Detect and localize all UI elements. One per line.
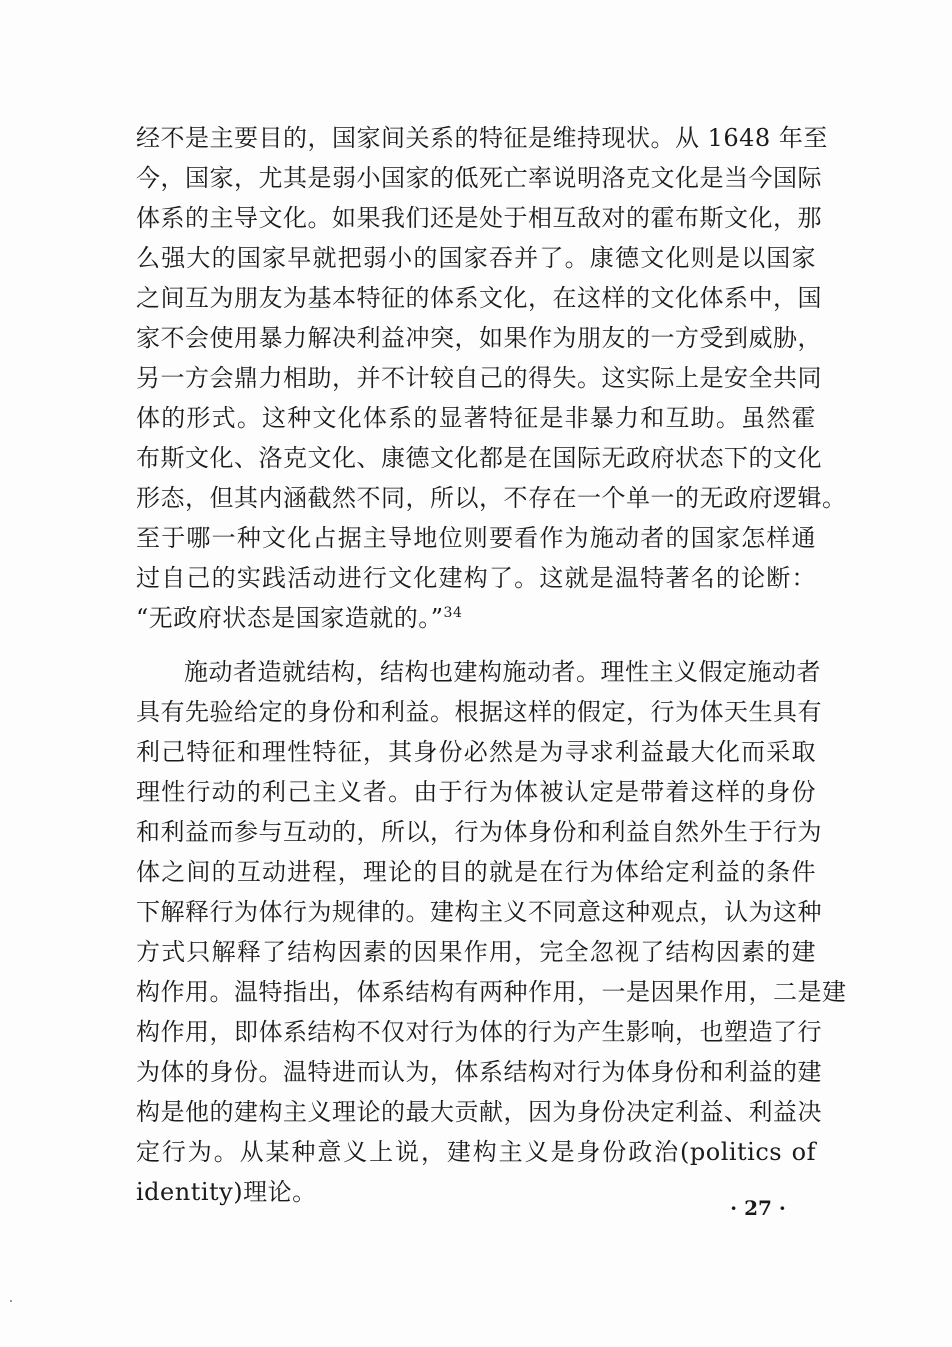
paragraph-1-last-line — [136, 598, 816, 638]
scan-speck — [10, 1300, 12, 1302]
paragraph-1-line: 么强大的国家早就把弱小的国家吞并了。康德文化则是以国家 — [136, 244, 816, 272]
page-number: · 27 · — [730, 1196, 786, 1220]
paragraph-1-line: 体的形式。这种文化体系的显著特征是非暴力和互助。虽然霍 — [136, 404, 816, 432]
paragraph-1-line: 过自己的实践活动进行文化建构了。这就是温特著名的论断： — [136, 564, 816, 592]
paragraph-1-line: 布斯文化、洛克文化、康德文化都是在国际无政府状态下的文化 — [136, 444, 822, 472]
paragraph-1-line: 体系的主导文化。如果我们还是处于相互敌对的霍布斯文化，那 — [136, 204, 822, 232]
paragraph-2-line: 施动者造就结构，结构也建构施动者。理性主义假定施动者 — [184, 658, 821, 686]
paragraph-2-line: 方式只解释了结构因素的因果作用，完全忽视了结构因素的建 — [136, 938, 816, 966]
paragraph-2-line: 利己特征和理性特征，其身份必然是为寻求利益最大化而采取 — [136, 738, 816, 766]
paragraph-2-line: 构作用。温特指出，体系结构有两种作用，一是因果作用，二是建 — [136, 978, 847, 1006]
paragraph-1-line: 今，国家，尤其是弱小国家的低死亡率说明洛克文化是当今国际 — [136, 164, 822, 192]
paragraph-1-line: 家不会使用暴力解决利益冲突，如果作为朋友的一方受到威胁， — [136, 324, 822, 352]
paragraph-1-line: 至于哪一种文化占据主导地位则要看作为施动者的国家怎样通 — [136, 524, 816, 552]
paragraph-2-line: 构作用，即体系结构不仅对行为体的行为产生影响，也塑造了行 — [136, 1018, 822, 1046]
paragraph-2-line: 构是他的建构主义理论的最大贡献，因为身份决定利益、利益决 — [136, 1098, 822, 1126]
footnote-reference: 34 — [443, 605, 463, 621]
paragraph-gap — [136, 638, 816, 652]
paragraph-1-line: 经不是主要目的，国家间关系的特征是维持现状。从 1648 年至 — [136, 124, 828, 152]
paragraph-1-line: 形态，但其内涵截然不同，所以，不存在一个单一的无政府逻辑。 — [136, 484, 847, 512]
paragraph-2-line: 为体的身份。温特进而认为，体系结构对行为体身份和利益的建 — [136, 1058, 822, 1086]
paragraph-2-line: 具有先验给定的身份和利益。根据这样的假定，行为体天生具有 — [136, 698, 822, 726]
text-body — [136, 118, 847, 1212]
paragraph-2-last-line: identity)理论。 — [136, 1178, 317, 1206]
paragraph-2-line: 体之间的互动进程，理论的目的就是在行为体给定利益的条件 — [136, 858, 816, 886]
paragraph-2-line: 理性行动的利己主义者。由于行为体被认定是带着这样的身份 — [136, 778, 816, 806]
paragraph-2-line: 定行为。从某种意义上说，建构主义是身份政治(politics of — [136, 1138, 816, 1166]
quote-text: “无政府状态是国家造就的。” — [136, 604, 444, 632]
paragraph-1-line: 之间互为朋友为基本特征的体系文化，在这样的文化体系中，国 — [136, 284, 822, 312]
paragraph-2-line: 下解释行为体行为规律的。建构主义不同意这种观点，认为这种 — [136, 898, 822, 926]
paragraph-1-line: 另一方会鼎力相助，并不计较自己的得失。这实际上是安全共同 — [136, 364, 822, 392]
paragraph-2-line: 和利益而参与互动的，所以，行为体身份和利益自然外生于行为 — [136, 818, 822, 846]
